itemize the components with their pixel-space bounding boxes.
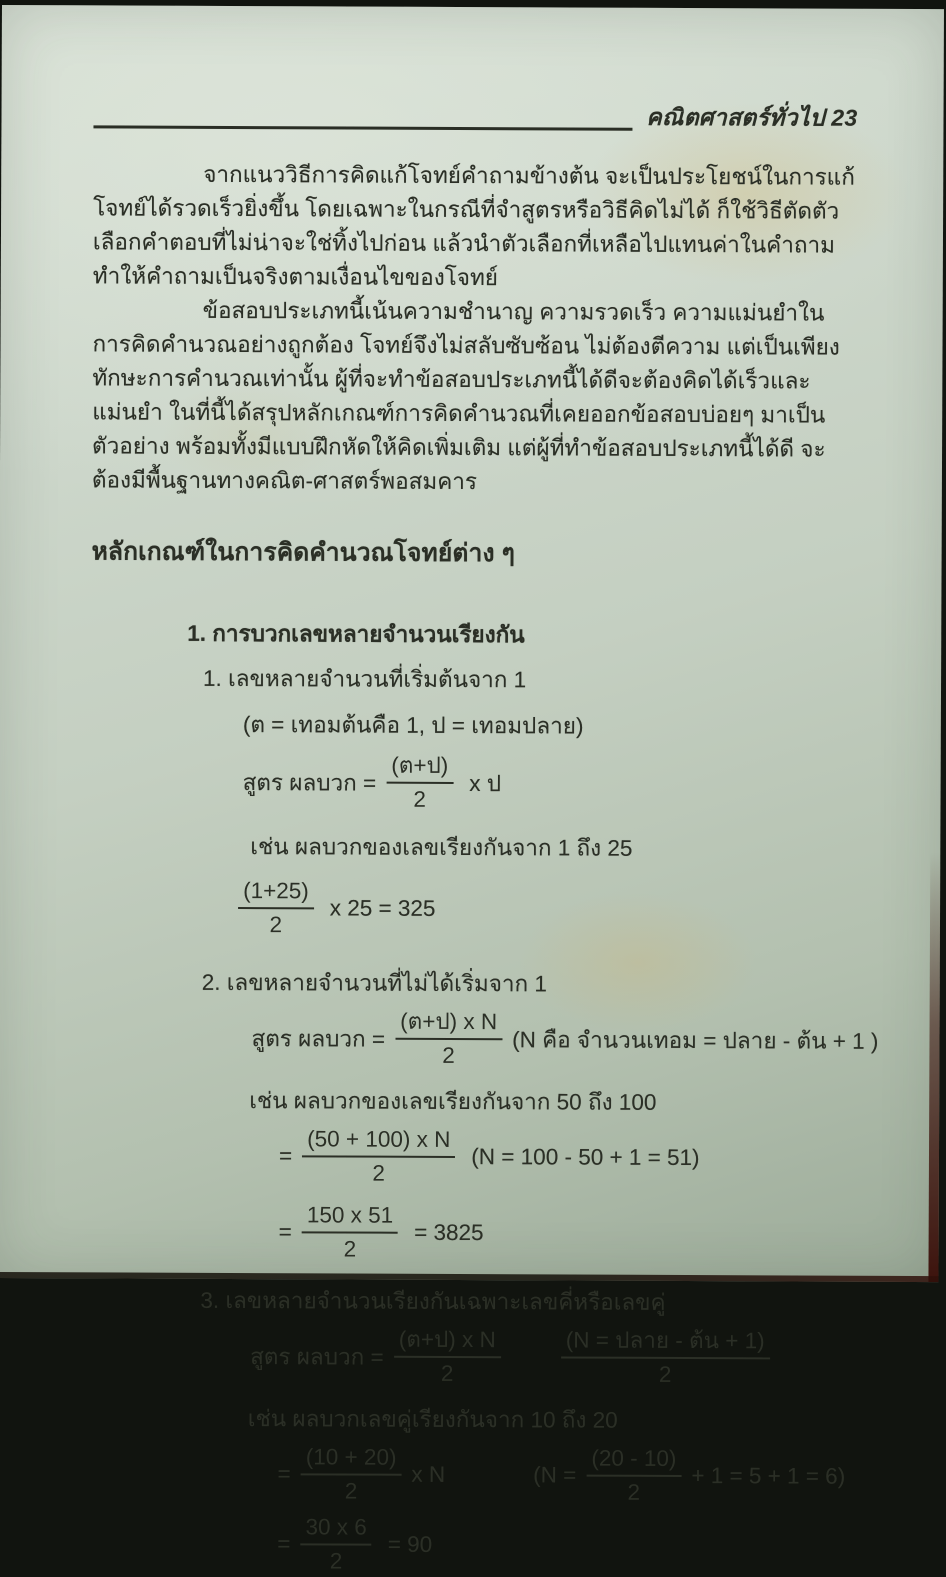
item-1-title: 1. เลขหลายจำนวนที่เริ่มต้นจาก 1 bbox=[203, 665, 527, 693]
fraction-numerator: (10 + 20) bbox=[305, 1444, 397, 1470]
fraction-numerator: (1+25) bbox=[243, 878, 309, 904]
fraction-denominator: 2 bbox=[302, 1231, 398, 1262]
fraction bbox=[300, 1514, 372, 1574]
item-2-title: 2. เลขหลายจำนวนที่ไม่ได้เริ่มจาก 1 bbox=[201, 969, 548, 997]
item-1-note: (ต = เทอมต้นคือ 1, ป = เทอมปลาย) bbox=[242, 712, 584, 739]
equals-sign: = bbox=[277, 1531, 291, 1557]
item-3-example-label: เช่น ผลบวกเลขคู่เรียงกันจาก 10 ถึง 20 bbox=[247, 1406, 618, 1433]
fraction bbox=[302, 1126, 455, 1187]
step-suffix: (N = 100 - 50 + 1 = 51) bbox=[471, 1144, 700, 1171]
fraction bbox=[238, 878, 314, 938]
item-2-step-2 bbox=[279, 1202, 853, 1265]
running-head bbox=[93, 103, 857, 136]
fraction-denominator: 2 bbox=[395, 1038, 502, 1069]
fraction-numerator: 30 x 6 bbox=[305, 1514, 367, 1540]
fraction bbox=[386, 753, 453, 813]
fraction bbox=[302, 1202, 399, 1262]
formula-suffix: (N คือ จำนวนเทอม = ปลาย - ต้น + 1 ) bbox=[512, 1027, 879, 1054]
fraction-denominator: 2 bbox=[301, 1473, 402, 1504]
n-prefix: (N = bbox=[533, 1462, 577, 1488]
formula-prefix: สูตร ผลบวก = bbox=[242, 770, 377, 796]
fraction-numerator: 150 x 51 bbox=[306, 1202, 394, 1228]
fraction bbox=[395, 1009, 502, 1069]
page-title: คณิตศาสตร์ทั่วไป 23 bbox=[646, 103, 858, 131]
header-rule bbox=[93, 125, 632, 130]
fraction-numerator: (20 - 10) bbox=[591, 1445, 677, 1471]
page-edge-shadow-right bbox=[928, 852, 940, 1282]
step-result: = 3825 bbox=[414, 1219, 484, 1246]
fraction bbox=[301, 1444, 402, 1504]
item-2-example-label: เช่น ผลบวกของเลขเรียงกันจาก 50 ถึง 100 bbox=[249, 1088, 657, 1115]
item-1-example bbox=[238, 878, 854, 941]
fraction-numerator: (ต+ป) x N bbox=[400, 1008, 498, 1035]
item-2-formula bbox=[251, 1008, 879, 1071]
fraction bbox=[586, 1446, 681, 1506]
formula-prefix: สูตร ผลบวก = bbox=[250, 1344, 384, 1370]
fraction bbox=[394, 1327, 501, 1387]
equals-sign: = bbox=[277, 1461, 291, 1487]
item-3-title: 3. เลขหลายจำนวนเรียงกันเฉพาะเลขคี่หรือเลขคู่ bbox=[200, 1287, 666, 1315]
item-3-step-2 bbox=[277, 1514, 851, 1577]
page-content bbox=[0, 5, 944, 1574]
fraction bbox=[561, 1327, 770, 1388]
equals-sign: = bbox=[278, 1219, 292, 1245]
book-page bbox=[0, 5, 944, 1574]
fraction-numerator: (ต+ป) x N bbox=[398, 1326, 496, 1353]
fraction-denominator: 2 bbox=[238, 907, 314, 938]
item-3-formula bbox=[250, 1326, 852, 1389]
formula-suffix: x ป bbox=[469, 771, 502, 797]
item-1-example-label: เช่น ผลบวกของเลขเรียงกันจาก 1 ถึง 25 bbox=[250, 834, 633, 861]
fraction-numerator: (N = ปลาย - ต้น + 1) bbox=[565, 1327, 765, 1354]
intro-paragraph-1: จากแนววิธีการคิดแก้โจทย์คำถามข้างต้น จะเป็นประโยชน์ในการแก้โจทย์ได้รวดเร็วยิ่งขึ้น โดยเฉพาะในกรณีที่จำสูตรหรือวิธีคิดไม่ได้ ก็ใช้วิธีตัดตัวเลือกคำตอบที่ไม่น่าจะใช่ทิ้งไปก่อน แล้วนำตัวเลือกที่เหลือไปแทนค่าในคำถาม ทำให้คำถามเป็นจริงตามเงื่อนไขของโจทย์ bbox=[92, 161, 855, 291]
fraction-numerator: (50 + 100) x N bbox=[307, 1126, 451, 1152]
intro-paragraph-2: ข้อสอบประเภทนี้เน้นความชำนาญ ความรวดเร็ว ความแม่นยำในการคิดคำนวณอย่างถูกต้อง โจทย์จึงไม่สลับซับซ้อน ไม่ต้องตีความ แต่เป็นเพียงทักษะการคำนวณเท่านั้น ผู้ที่จะทำข้อสอบประเภทนี้ได้ดีจะต้องคิดได้เร็วและแม่นยำ ในที่นี้ได้สรุปหลักเกณฑ์การคิดคำนวณที่เคยออกข้อสอบบ่อยๆ มาเป็นตัวอย่าง พร้อมทั้งมีแบบฝึกหัดให้คิดเพิ่มเติม แต่ผู้ที่ทำข้อสอบประเภทนี้ได้ดี จะต้องมีพื้นฐานทางคณิต-ศาสตร์พอสมคาร bbox=[91, 297, 840, 495]
fraction-denominator: 2 bbox=[302, 1155, 455, 1187]
item-2-step-1 bbox=[279, 1126, 853, 1189]
n-suffix: + 1 = 5 + 1 = 6) bbox=[691, 1463, 846, 1489]
step-result: = 90 bbox=[387, 1531, 433, 1557]
topic-1-title: 1. การบวกเลขหลายจำนวนเรียงกัน bbox=[187, 620, 525, 648]
fraction-denominator: 2 bbox=[300, 1543, 371, 1574]
item-1-formula bbox=[242, 752, 854, 815]
formula-prefix: สูตร ผลบวก = bbox=[251, 1026, 386, 1052]
fraction-denominator: 2 bbox=[394, 1356, 501, 1387]
fraction-denominator: 2 bbox=[561, 1356, 770, 1388]
step-mid: x N bbox=[411, 1461, 446, 1487]
example-suffix: x 25 = 325 bbox=[329, 895, 436, 921]
section-heading: หลักเกณฑ์ในการคิดคำนวณโจทย์ต่าง ๆ bbox=[91, 538, 516, 568]
item-3-step-1 bbox=[277, 1444, 851, 1507]
fraction-denominator: 2 bbox=[586, 1475, 681, 1506]
fraction-numerator: (ต+ป) bbox=[391, 752, 449, 778]
equals-sign: = bbox=[278, 1143, 293, 1169]
fraction-denominator: 2 bbox=[386, 782, 453, 813]
